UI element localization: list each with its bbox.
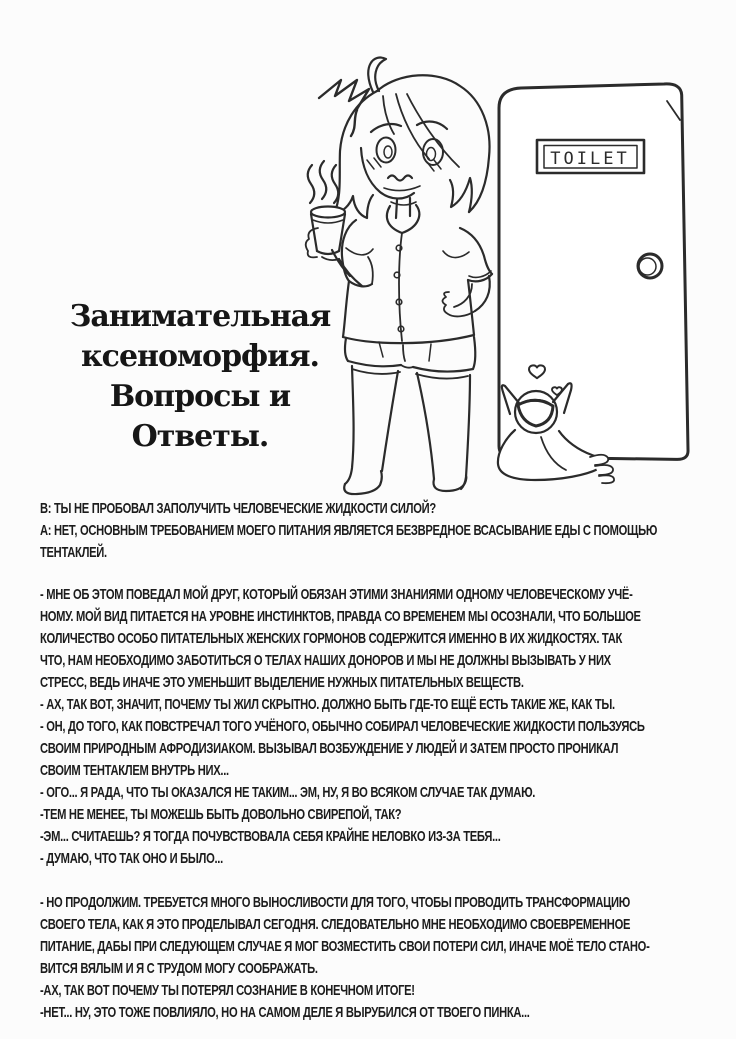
qa-line: В: ТЫ НЕ ПРОБОВАЛ ЗАПОЛУЧИТЬ ЧЕЛОВЕЧЕСКИЕ ЖИДКОСТИ СИЛОЙ?: [40, 500, 436, 517]
comic-title-line: Занимательная: [69, 299, 331, 334]
qa-line: ВИТСЯ ВЯЛЫМ И Я С ТРУДОМ МОГУ СООБРАЖАТЬ.: [40, 960, 318, 977]
toilet-sign: [537, 140, 644, 173]
qa-line: - ДУМАЮ, ЧТО ТАК ОНО И БЫЛО...: [40, 850, 223, 867]
doorknob: [638, 254, 662, 278]
comic-title-line: Ответы.: [131, 419, 269, 454]
qa-line: ТЕНТАКЛЕЙ.: [40, 544, 107, 561]
qa-line: СВОИМ ТЕНТАКЛЕМ ВНУТРЬ НИХ...: [40, 762, 229, 779]
qa-line: -ЭМ... СЧИТАЕШЬ? Я ТОГДА ПОЧУВСТВОВАЛА СЕБЯ КРАЙНЕ НЕЛОВКО ИЗ-ЗА ТЕБЯ...: [40, 828, 501, 845]
toilet-sign-text: TOILET: [550, 149, 630, 169]
qa-line: НОМУ. МОЙ ВИД ПИТАЕТСЯ НА УРОВНЕ ИНСТИНКТОВ, ПРАВДА СО ВРЕМЕНЕМ МЫ ОСОЗНАЛИ, ЧТО БОЛЬШОЕ: [40, 608, 641, 625]
qa-line: - ОН, ДО ТОГО, КАК ПОВСТРЕЧАЛ ТОГО УЧЁНОГО, ОБЫЧНО СОБИРАЛ ЧЕЛОВЕЧЕСКИЕ ЖИДКОСТИ ПОЛЬЗУЯСЬ: [40, 718, 645, 735]
qa-paragraph: [40, 892, 700, 1024]
qa-line: КОЛИЧЕСТВО ОСОБО ПИТАТЕЛЬНЫХ ЖЕНСКИХ ГОРМОНОВ СОДЕРЖИТСЯ ИМЕННО В ИХ ЖИДКОСТЯХ. ТАК: [40, 630, 623, 647]
qa-line: -НЕТ... НУ, ЭТО ТОЖЕ ПОВЛИЯЛО, НО НА САМОМ ДЕЛЕ Я ВЫРУБИЛСЯ ОТ ТВОЕГО ПИНКА...: [40, 1004, 530, 1021]
qa-line: СВОИМ ПРИРОДНЫМ АФРОДИЗИАКОМ. ВЫЗЫВАЛ ВОЗБУЖДЕНИЕ У ЛЮДЕЙ И ЗАТЕМ ПРОСТО ПРОНИКАЛ: [40, 740, 619, 757]
qa-line: -АХ, ТАК ВОТ ПОЧЕМУ ТЫ ПОТЕРЯЛ СОЗНАНИЕ В КОНЕЧНОМ ИТОГЕ!: [40, 982, 415, 999]
qa-line: - НО ПРОДОЛЖИМ. ТРЕБУЕТСЯ МНОГО ВЫНОСЛИВОСТИ ДЛЯ ТОГО, ЧТОБЫ ПРОВОДИТЬ ТРАНСФОРМАЦИЮ: [40, 894, 630, 911]
coffee-cup: [311, 207, 345, 255]
qa-line: - АХ, ТАК ВОТ, ЗНАЧИТ, ПОЧЕМУ ТЫ ЖИЛ СКРЫТНО. ДОЛЖНО БЫТЬ ГДЕ-ТО ЕЩЁ ЕСТЬ ТАКИЕ ЖЕ, КАК ТЫ.: [40, 696, 615, 713]
comic-title: [58, 297, 342, 457]
eyebrow: [371, 124, 401, 132]
qa-line: ПИТАНИЕ, ДАБЫ ПРИ СЛЕДУЮЩЕМ СЛУЧАЕ Я МОГ ВОЗМЕСТИТЬ СВОИ ПОТЕРИ СИЛ, ИНАЧЕ МОЁ ТЕЛО СТАНО-: [40, 938, 650, 955]
qa-line: А: НЕТ, ОСНОВНЫМ ТРЕБОВАНИЕМ МОЕГО ПИТАНИЯ ЯВЛЯЕТСЯ БЕЗВРЕДНОЕ ВСАСЫВАНИЕ ЕДЫ С ПОМОЩЬЮ: [40, 522, 658, 539]
qa-line: -ТЕМ НЕ МЕНЕЕ, ТЫ МОЖЕШЬ БЫТЬ ДОВОЛЬНО СВИРЕПОЙ, ТАК?: [40, 806, 402, 823]
qa-paragraph: [40, 498, 700, 564]
qa-line: - ОГО... Я РАДА, ЧТО ТЫ ОКАЗАЛСЯ НЕ ТАКИМ... ЭМ, НУ, Я ВО ВСЯКОМ СЛУЧАЕ ТАК ДУМАЮ.: [40, 784, 536, 801]
qa-text-block: [40, 498, 700, 1024]
qa-paragraph: [40, 584, 700, 870]
comic-title-line: ксеноморфия.: [81, 339, 319, 374]
worried-mouth: [388, 176, 412, 181]
qa-line: - МНЕ ОБ ЭТОМ ПОВЕДАЛ МОЙ ДРУГ, КОТОРЫЙ ОБЯЗАН ЭТИМИ ЗНАНИЯМИ ОДНОМУ ЧЕЛОВЕЧЕСКОМУ УЧЁ-: [40, 586, 633, 603]
qa-line: СТРЕСС, ВЕДЬ ИНАЧЕ ЭТО УМЕНЬШИТ ВЫДЕЛЕНИЕ НУЖНЫХ ПИТАТЕЛЬНЫХ ВЕЩЕСТВ.: [40, 674, 524, 691]
comic-title-line: Вопросы и: [109, 379, 291, 414]
qa-line: СВОЕГО ТЕЛА, КАК Я ЭТО ПРОДЕЛЫВАЛ СЕГОДНЯ. СЛЕДОВАТЕЛЬНО МНЕ НЕОБХОДИМО СВОЕВРЕМЕННОЕ: [40, 916, 631, 933]
qa-line: ЧТО, НАМ НЕОБХОДИМО ЗАБОТИТЬСЯ О ТЕЛАХ НАШИХ ДОНОРОВ И МЫ НЕ ДОЛЖНЫ ВЫЗЫВАТЬ У НИХ: [40, 652, 611, 669]
steam-icon: [308, 161, 339, 203]
eye: [377, 138, 396, 163]
eyebrow: [417, 122, 447, 129]
